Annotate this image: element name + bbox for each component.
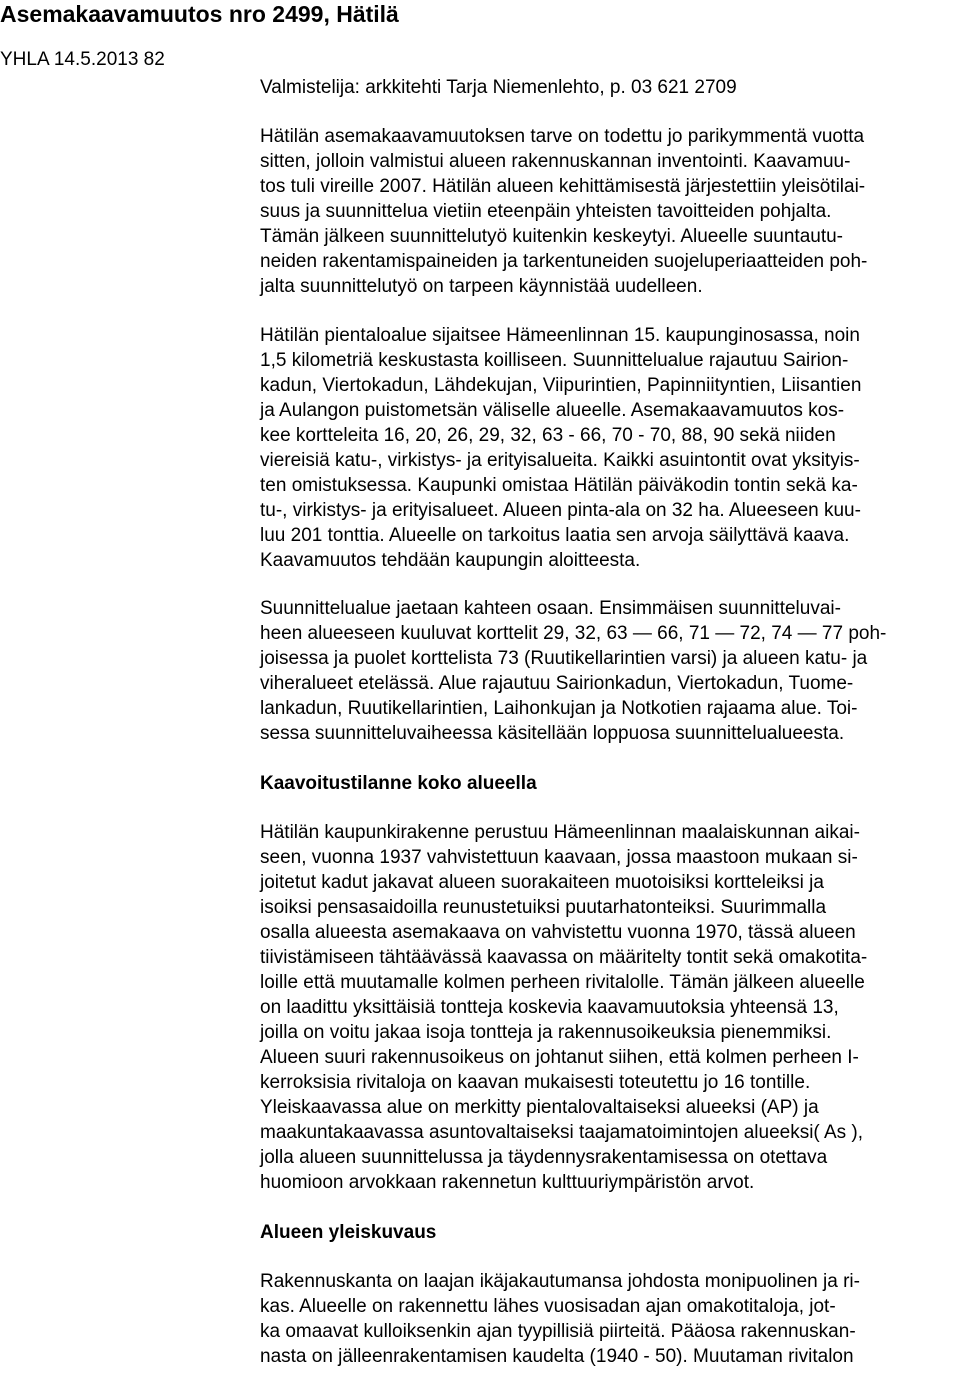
text-line: sitten, jolloin valmistui alueen rakennuskannan inventointi. Kaavamuu-: [260, 151, 851, 172]
text-line: Hätilän asemakaavamuutoksen tarve on todettu jo parikymmentä vuotta: [260, 126, 865, 147]
text-line: isoiksi pensasaidoilla reunustetuiksi puutarhatonteiksi. Suurimmalla: [260, 897, 827, 918]
text-line: neiden rakentamispaineiden ja tarkentuneiden suojeluperiaatteiden poh-: [260, 251, 868, 272]
text-line: maakuntakaavassa asuntovaltaiseksi taajamatoimintojen alueeksi( As ),: [260, 1122, 864, 1143]
text-line: kee kortteleita 16, 20, 26, 29, 32, 63 - 66, 70 - 70, 88, 90 sekä niiden: [260, 425, 836, 446]
text-line: nasta on jälleenrakentamisen kaudelta (1940 - 50). Muutaman rivitalon: [260, 1346, 854, 1367]
text-line: Yleiskaavassa alue on merkitty pientalovaltaiseksi alueeksi (AP) ja: [260, 1097, 819, 1118]
text-line: lankadun, Ruutikellarintien, Laihonkujan ja Notkotien rajaama alue. Toi-: [260, 698, 858, 719]
text-line: ka omaavat kulloiksenkin ajan tyypillisiä piirteitä. Pääosa rakennuskan-: [260, 1321, 856, 1342]
text-line: ja Aulangon puistometsän väliselle alueelle. Asemakaavamuutos kos-: [260, 400, 845, 421]
text-line: osalla alueesta asemakaava on vahvistettu vuonna 1970, tässä alueen: [260, 922, 856, 943]
text-line: sessa suunnitteluvaiheessa käsitellään loppuosa suunnittelualueesta.: [260, 723, 845, 744]
text-line: suus ja suunnittelua vietiin eteenpäin yhteisten tavoitteiden pohjalta.: [260, 201, 832, 222]
text-line: Hätilän kaupunkirakenne perustuu Hämeenlinnan maalaiskunnan aikai-: [260, 822, 860, 843]
text-line: kadun, Viertokadun, Lähdekujan, Viipurintien, Papinniityntien, Liisantien: [260, 375, 862, 396]
text-line: tos tuli vireille 2007. Hätilän alueen kehittämisestä järjestettiin yleisötilai-: [260, 176, 866, 197]
meeting-reference: YHLA 14.5.2013 82: [0, 49, 165, 70]
text-line: huomioon arvokkaan rakennetun kulttuuriympäristön arvot.: [260, 1172, 755, 1193]
text-line: viereisiä katu-, virkistys- ja erityisalueita. Kaikki asuintontit ovat yksityis-: [260, 450, 860, 471]
text-line: kerroksisia rivitaloja on kaavan mukaisesti toteutettu jo 16 tontille.: [260, 1072, 811, 1093]
text-line: viheralueet etelässä. Alue rajautuu Sairionkadun, Viertokadun, Tuome-: [260, 673, 854, 694]
section-heading-yleiskuvaus: Alueen yleiskuvaus: [260, 1222, 437, 1243]
text-line: Alueen suuri rakennusoikeus on johtanut siihen, että kolmen perheen I-: [260, 1047, 859, 1068]
text-line: luu 201 tonttia. Alueelle on tarkoitus laatia sen arvoja säilyttävä kaava.: [260, 525, 850, 546]
preparer-line: Valmistelija: arkkitehti Tarja Niemenlehto, p. 03 621 2709: [260, 77, 737, 98]
text-line: 1,5 kilometriä keskustasta koilliseen. Suunnittelualue rajautuu Sairion-: [260, 350, 849, 371]
text-line: kas. Alueelle on rakennettu lähes vuosisadan ajan omakotitaloja, jot-: [260, 1296, 836, 1317]
text-line: Suunnittelualue jaetaan kahteen osaan. Ensimmäisen suunnitteluvai-: [260, 598, 841, 619]
text-line: tu-, virkistys- ja erityisalueet. Alueen pinta-ala on 32 ha. Alueeseen kuu-: [260, 500, 861, 521]
text-line: jolla alueen suunnittelussa ja täydennysrakentamisessa on otettava: [260, 1147, 828, 1168]
text-line: Rakennuskanta on laajan ikäjakautumansa johdosta monipuolinen ja ri-: [260, 1271, 860, 1292]
text-line: tiivistämiseen tähtäävässä kaavassa on määritelty tontit sekä omakotita-: [260, 947, 868, 968]
text-line: joilla on voitu jakaa isoja tontteja ja rakennusoikeuksia pienemmiksi.: [260, 1022, 832, 1043]
text-line: joitetut kadut jakavat alueen suorakaiteen muotoisiksi kortteleiksi ja: [260, 872, 824, 893]
text-line: Hätilän pientaloalue sijaitsee Hämeenlinnan 15. kaupunginosassa, noin: [260, 325, 860, 346]
document-title: Asemakaavamuutos nro 2499, Hätilä: [0, 1, 399, 27]
text-line: loille että muutamalle kolmen perheen rivitalolle. Tämän jälkeen alueelle: [260, 972, 865, 993]
text-line: seen, vuonna 1937 vahvistettuun kaavaan, jossa maastoon mukaan si-: [260, 847, 858, 868]
text-line: on laadittu yksittäisiä tontteja koskevia kaavamuutoksia yhteensä 13,: [260, 997, 839, 1018]
text-line: heen alueeseen kuuluvat korttelit 29, 32, 63 — 66, 71 — 72, 74 — 77 poh-: [260, 623, 887, 644]
text-line: ten omistuksessa. Kaupunki omistaa Hätilän päiväkodin tontin sekä ka-: [260, 475, 858, 496]
text-line: jalta suunnittelutyö on tarpeen käynnistää uudelleen.: [260, 276, 703, 297]
text-line: Kaavamuutos tehdään kaupungin aloitteesta.: [260, 550, 641, 571]
text-line: joisessa ja puolet korttelista 73 (Ruutikellarintien varsi) ja alueen katu- ja: [260, 648, 868, 669]
text-line: Tämän jälkeen suunnittelutyö kuitenkin keskeytyi. Alueelle suuntautu-: [260, 226, 844, 247]
section-heading-kaavoitustilanne: Kaavoitustilanne koko alueella: [260, 773, 537, 794]
